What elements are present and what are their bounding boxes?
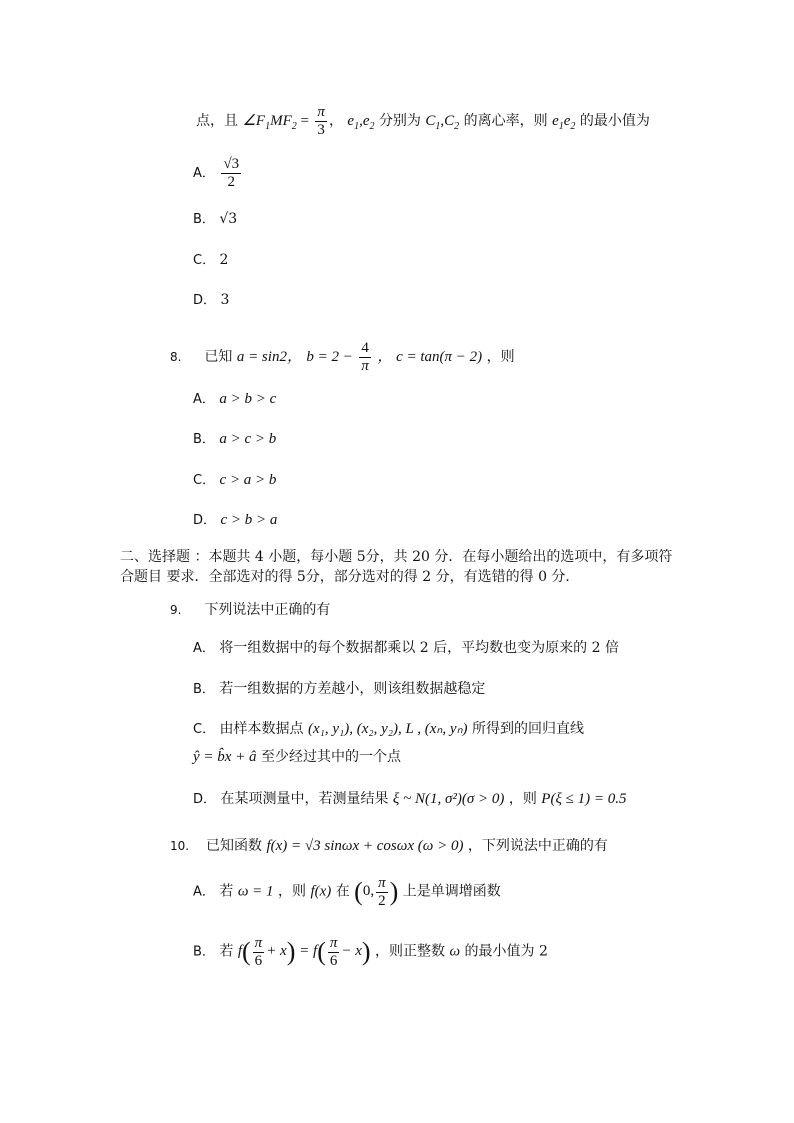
q9-option-d: D． 在某项测量中，若测量结果 ξ ~ N(1, σ²)(σ > 0) ，则 P(ξ ≤ 1) = 0.5 — [193, 791, 627, 807]
q7-option-b-value: √3 — [219, 211, 238, 227]
q10-stem: 10. 已知函数 f(x) = √3 sinωx + cosωx (ω > 0) ，下列说法中正确的有 — [170, 838, 608, 854]
q8-option-d: D． c > b > a — [193, 512, 278, 528]
q7-text-b: 分别为 — [378, 113, 421, 129]
q8-option-c: C． c > a > b — [193, 472, 277, 488]
q10-a-condition: ω = 1 — [237, 883, 274, 900]
q9-probability: P(ξ ≤ 1) = 0.5 — [541, 791, 627, 807]
q7-option-c: C． 2 — [193, 252, 229, 268]
q9-option-c: C． 由样本数据点 (x₁, y₁), (x₂, y₂), L , (xₙ, yₙ) 所得到的回归直线 — [193, 721, 584, 737]
q10-b-equation: f( $\frac{\pi}{6}$ + x) = f( $\frac{\pi}{6}$ − x) — [237, 935, 371, 969]
q10-option-a: A． 若 ω = 1 ，则 f(x) 在 (0, $\frac{\pi}{2}$ ) 上是单调增函数 — [193, 875, 501, 909]
q8-option-a-value: a > b > c — [219, 391, 277, 407]
q8-option-b-value: a > c > b — [219, 431, 277, 447]
q10-a-interval: (0, $\frac{\pi}{2}$ ) — [354, 875, 399, 909]
q7-option-d: D． 3 — [193, 292, 230, 308]
q7-option-a: A． $\frac{√3}{2}$ — [193, 156, 240, 190]
q8-option-c-value: c > a > b — [219, 472, 277, 488]
q7-text-c: 的离心率，则 — [463, 113, 548, 129]
q7-c1-c2: $C_1,C_2$ — [425, 113, 460, 132]
q8-stem: 8. 已知 a = sin2， b = 2 − $\frac{4}{\pi}$ ， c = tan(π − 2) ，则 — [170, 340, 515, 374]
q8-4-over-pi: $\frac{4}{\pi}$ — [361, 340, 369, 374]
q7-option-a-fraction: $\frac{√3}{2}$ — [223, 156, 240, 190]
q8-expr-a: a = sin2， — [236, 349, 302, 365]
q8-option-d-value: c > b > a — [220, 512, 278, 528]
q7-option-c-value: 2 — [219, 252, 229, 268]
section-2-line-1: 二、选择题 ：本题共 4 小题，每小题 5分，共 20 分．在每小题给出的选项中，有多项符 — [120, 549, 673, 565]
q7-e1-e2: $e_1,e_2$ — [347, 113, 375, 132]
q9-sample-points: (x₁, y₁), (x₂, y₂), L , (xₙ, yₙ) — [307, 721, 468, 737]
q8-number: 8. — [170, 350, 182, 364]
q10-a-fx: f(x) — [310, 883, 332, 900]
q7-pi-over-3: $\frac{\pi}{3}$ — [317, 104, 325, 138]
q8-option-b: B． a > c > b — [193, 431, 277, 447]
q9-option-a: A． 将一组数据中的每个数据都乘以 2 后，平均数也变为原来的 2 倍 — [193, 640, 619, 656]
q7-angle-formula: $\angle F_1MF_2$ = — [242, 113, 309, 132]
q10-number: 10. — [170, 839, 190, 853]
q10-b-omega: ω — [449, 943, 461, 960]
q9-option-c-cont: ŷ = b̂x + â 至少经过其中的一个点 — [193, 749, 402, 765]
q8-expr-b: b = 2 − — [306, 349, 353, 365]
q7-option-b: B． √3 — [193, 211, 238, 227]
q9-option-b: B． 若一组数据的方差越小，则该组数据越稳定 — [193, 681, 486, 697]
q10-option-b: B． 若 f( $\frac{\pi}{6}$ + x) = f( $\frac{\pi}{6}$ − x) ，则正整数 ω 的最小值为 2 — [193, 935, 548, 969]
q7-text-a: 点，且 — [196, 113, 238, 129]
q7-text-d: 的最小值为 — [579, 113, 650, 129]
q7-option-d-value: 3 — [220, 292, 230, 308]
q9-normal-dist: ξ ~ N(1, σ²)(σ > 0) — [392, 791, 505, 807]
q9-stem: 9. 下列说法中正确的有 — [170, 602, 331, 618]
q7-stem-continued: 点，且 $\angle F_1MF_2$ = $\frac{\pi}{3}$ ， $e_1,e_2$ 分别为 $C_1,C_2$ 的离心率，则 $e_1e_2$ 的最小值为 — [196, 104, 650, 138]
q9-number: 9. — [170, 603, 182, 617]
section-2-line-2: 合题目 要求．全部选对的得 5分，部分选对的得 2 分，有选错的得 0 分． — [120, 569, 580, 585]
q7-e1e2-product: $e_1e_2$ — [552, 113, 576, 132]
q10-function: f(x) = √3 sinωx + cosωx (ω > 0) — [266, 838, 464, 854]
q8-option-a: A． a > b > c — [193, 391, 277, 407]
q8-expr-c: ， c = tan(π − 2) — [377, 349, 483, 365]
q9-regression-formula: ŷ = b̂x + â — [193, 749, 257, 765]
